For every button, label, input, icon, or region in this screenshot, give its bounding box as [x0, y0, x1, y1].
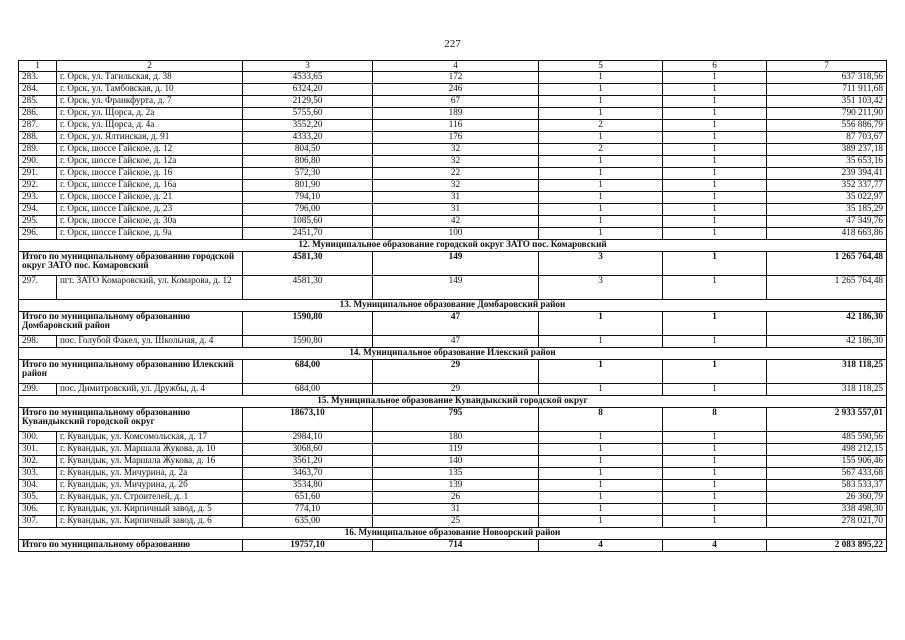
- table-cell: 1: [539, 467, 663, 479]
- table-cell: 4333,20: [243, 131, 373, 143]
- table-cell: 1: [663, 83, 767, 95]
- table-cell: 796,00: [243, 203, 373, 215]
- table-row: [19, 443, 887, 455]
- column-header: 1: [19, 61, 57, 72]
- table-cell: 1: [663, 431, 767, 443]
- table-cell: 278 021,70: [767, 515, 887, 527]
- table-cell: 3463,70: [243, 467, 373, 479]
- table-cell: 298.: [19, 335, 57, 347]
- table-row: [19, 215, 887, 227]
- table-cell: 1: [663, 359, 767, 383]
- table-cell: 29: [373, 383, 539, 395]
- table-cell: г. Кувандык, ул. Кирпичный завод, д. 5: [57, 503, 243, 515]
- table-cell: 1: [663, 191, 767, 203]
- table-cell: 31: [373, 503, 539, 515]
- table-cell: г. Кувандык, ул. Комсомольская, д. 17: [57, 431, 243, 443]
- table-cell: 4581,30: [243, 275, 373, 299]
- table-cell: 804,50: [243, 143, 373, 155]
- table-cell: 291.: [19, 167, 57, 179]
- table-cell: 1 265 764,48: [767, 251, 887, 275]
- table-cell: 176: [373, 131, 539, 143]
- table-cell: 556 886,79: [767, 119, 887, 131]
- table-cell: 287.: [19, 119, 57, 131]
- table-cell: 1: [663, 467, 767, 479]
- table-cell: 32: [373, 179, 539, 191]
- table-cell: 8: [663, 407, 767, 431]
- table-cell: 3: [539, 251, 663, 275]
- table-cell: г. Кувандык, ул. Мичурина, д. 2а: [57, 467, 243, 479]
- table-cell: 3561,20: [243, 455, 373, 467]
- table-cell: 246: [373, 83, 539, 95]
- table-cell: 684,00: [243, 383, 373, 395]
- table-cell: 1: [539, 179, 663, 191]
- table-cell: 389 237,18: [767, 143, 887, 155]
- section-heading: 15. Муниципальное образование Кувандыкский городской округ: [19, 395, 887, 407]
- table-cell: пос. Голубой Факел, ул. Школьная, д. 4: [57, 335, 243, 347]
- table-cell: 1: [539, 443, 663, 455]
- table-cell: 794,10: [243, 191, 373, 203]
- table-cell: 1: [539, 455, 663, 467]
- table-cell: 290.: [19, 155, 57, 167]
- table-cell: 1: [539, 71, 663, 83]
- table-cell: г. Орск, шоссе Гайское, д. 21: [57, 191, 243, 203]
- table-cell: 87 703,67: [767, 131, 887, 143]
- table-cell: 67: [373, 95, 539, 107]
- table-row: [19, 203, 887, 215]
- table-cell: 47: [373, 311, 539, 335]
- table-cell: г. Орск, ул. Тагильская, д. 38: [57, 71, 243, 83]
- table-cell: 1: [663, 71, 767, 83]
- table-cell: г. Кувандык, ул. Маршала Жукова, д. 16: [57, 455, 243, 467]
- table-cell: 1: [663, 383, 767, 395]
- table-cell: 18673,10: [243, 407, 373, 431]
- table-cell: пос. Димитровский, ул. Дружбы, д. 4: [57, 383, 243, 395]
- table-cell: 1: [539, 167, 663, 179]
- table-cell: 2129,50: [243, 95, 373, 107]
- table-cell: 155 906,46: [767, 455, 887, 467]
- table-cell: 1: [539, 431, 663, 443]
- column-header: 5: [539, 61, 663, 72]
- table-cell: 338 498,30: [767, 503, 887, 515]
- section-heading-row: [19, 347, 887, 359]
- table-cell: 2984,10: [243, 431, 373, 443]
- table-row: [19, 383, 887, 395]
- table-cell: 1: [663, 491, 767, 503]
- table-cell: 1: [663, 251, 767, 275]
- column-header: 4: [373, 61, 539, 72]
- table-cell: 637 318,56: [767, 71, 887, 83]
- table-cell: 1: [663, 479, 767, 491]
- table-cell: 1: [663, 311, 767, 335]
- table-cell: 189: [373, 107, 539, 119]
- column-header: 3: [243, 61, 373, 72]
- table-row: [19, 167, 887, 179]
- table-cell: 1: [539, 311, 663, 335]
- table-cell: 1: [539, 203, 663, 215]
- table-cell: 301.: [19, 443, 57, 455]
- table-cell: 1: [663, 215, 767, 227]
- section-heading: 12. Муниципальное образование городской округ ЗАТО пос. Комаровский: [19, 239, 887, 251]
- table-row: [19, 227, 887, 239]
- table-cell: 42 186,30: [767, 335, 887, 347]
- table-cell: 8: [539, 407, 663, 431]
- table-row: [19, 119, 887, 131]
- table-cell: 352 337,77: [767, 179, 887, 191]
- table-cell: 1: [663, 503, 767, 515]
- section-heading-row: [19, 239, 887, 251]
- total-row: [19, 311, 887, 335]
- table-row: [19, 467, 887, 479]
- table-cell: 1: [663, 119, 767, 131]
- table-cell: 31: [373, 191, 539, 203]
- table-cell: г. Орск, ул. Франкфурта, д. 7: [57, 95, 243, 107]
- table-cell: 22: [373, 167, 539, 179]
- table-cell: 1: [663, 107, 767, 119]
- table-cell: 1: [539, 131, 663, 143]
- table-cell: г. Орск, ул. Щорса, д. 4а: [57, 119, 243, 131]
- table-cell: 289.: [19, 143, 57, 155]
- table-cell: 567 433,68: [767, 467, 887, 479]
- section-heading: 16. Муниципальное образование Новоорский район: [19, 527, 887, 539]
- section-heading-row: [19, 527, 887, 539]
- table-cell: 1: [663, 515, 767, 527]
- table-cell: 292.: [19, 179, 57, 191]
- table-cell: 140: [373, 455, 539, 467]
- table-cell: 4533,65: [243, 71, 373, 83]
- table-cell: 116: [373, 119, 539, 131]
- table-cell: 3068,60: [243, 443, 373, 455]
- total-label: Итого по муниципальному образованию Кувандыкский городской округ: [19, 407, 243, 431]
- table-cell: 1: [663, 275, 767, 299]
- table-cell: 305.: [19, 491, 57, 503]
- table-row: [19, 71, 887, 83]
- table-cell: 303.: [19, 467, 57, 479]
- table-cell: 1: [539, 227, 663, 239]
- table-cell: 711 911,68: [767, 83, 887, 95]
- table-cell: г. Кувандык, ул. Маршала Жукова, д. 10: [57, 443, 243, 455]
- data-table: [18, 60, 887, 552]
- table-row: [19, 107, 887, 119]
- table-row: [19, 335, 887, 347]
- total-row: [19, 251, 887, 275]
- table-cell: 19757,10: [243, 539, 373, 551]
- table-cell: 1: [539, 491, 663, 503]
- table-cell: 1: [539, 359, 663, 383]
- table-cell: 4: [539, 539, 663, 551]
- table-cell: 1: [663, 335, 767, 347]
- table-cell: г. Орск, шоссе Гайское, д. 12: [57, 143, 243, 155]
- table-cell: 295.: [19, 215, 57, 227]
- table-cell: 6324,20: [243, 83, 373, 95]
- table-body: [19, 61, 887, 552]
- table-cell: 283.: [19, 71, 57, 83]
- column-header: 6: [663, 61, 767, 72]
- table-cell: г. Кувандык, ул. Мичурина, д. 2б: [57, 479, 243, 491]
- table-cell: 296.: [19, 227, 57, 239]
- table-row: [19, 479, 887, 491]
- table-cell: 304.: [19, 479, 57, 491]
- table-cell: 35 022,97: [767, 191, 887, 203]
- table-cell: 29: [373, 359, 539, 383]
- table-cell: 1: [539, 95, 663, 107]
- table-cell: 47 349,76: [767, 215, 887, 227]
- table-cell: 651,60: [243, 491, 373, 503]
- table-cell: 4581,30: [243, 251, 373, 275]
- table-row: [19, 131, 887, 143]
- table-cell: 1: [539, 107, 663, 119]
- table-cell: 4: [663, 539, 767, 551]
- table-cell: г. Кувандык, ул. Строителей, д. 1: [57, 491, 243, 503]
- table-row: [19, 275, 887, 299]
- section-heading-row: [19, 299, 887, 311]
- table-cell: 485 590,56: [767, 431, 887, 443]
- table-cell: 418 663,86: [767, 227, 887, 239]
- table-cell: 47: [373, 335, 539, 347]
- table-cell: 1: [663, 167, 767, 179]
- table-cell: 1: [539, 83, 663, 95]
- table-cell: 302.: [19, 455, 57, 467]
- table-cell: 135: [373, 467, 539, 479]
- table-cell: 318 118,25: [767, 359, 887, 383]
- column-header: 7: [767, 61, 887, 72]
- table-cell: 806,80: [243, 155, 373, 167]
- table-cell: г. Орск, шоссе Гайское, д. 9а: [57, 227, 243, 239]
- table-cell: 1: [663, 227, 767, 239]
- table-cell: г. Орск, шоссе Гайское, д. 12а: [57, 155, 243, 167]
- table-cell: 149: [373, 251, 539, 275]
- table-cell: г. Орск, шоссе Гайское, д. 16а: [57, 179, 243, 191]
- table-cell: 498 212,15: [767, 443, 887, 455]
- table-cell: 42 186,30: [767, 311, 887, 335]
- total-label: Итого по муниципальному образованию: [19, 539, 243, 551]
- table-cell: 31: [373, 203, 539, 215]
- table-cell: 1: [539, 335, 663, 347]
- table-cell: 293.: [19, 191, 57, 203]
- table-cell: 172: [373, 71, 539, 83]
- table-cell: 3534,80: [243, 479, 373, 491]
- table-cell: 2 083 895,22: [767, 539, 887, 551]
- table-cell: 1085,60: [243, 215, 373, 227]
- table-cell: 1: [663, 455, 767, 467]
- table-cell: г. Орск, ул. Тамбовская, д. 10: [57, 83, 243, 95]
- table-cell: г. Орск, шоссе Гайское, д. 30а: [57, 215, 243, 227]
- table-cell: 26: [373, 491, 539, 503]
- table-cell: 25: [373, 515, 539, 527]
- table-row: [19, 143, 887, 155]
- table-cell: 1: [539, 155, 663, 167]
- table-cell: 35 185,29: [767, 203, 887, 215]
- table-cell: 1: [663, 203, 767, 215]
- table-row: [19, 191, 887, 203]
- table-cell: 42: [373, 215, 539, 227]
- page-number: 227: [444, 38, 461, 50]
- table-cell: 299.: [19, 383, 57, 395]
- table-cell: 774,10: [243, 503, 373, 515]
- header-row: [19, 61, 887, 72]
- table-cell: 684,00: [243, 359, 373, 383]
- table-row: [19, 83, 887, 95]
- table-cell: 351 103,42: [767, 95, 887, 107]
- section-heading-row: [19, 395, 887, 407]
- table-cell: 801,90: [243, 179, 373, 191]
- table-cell: г. Орск, ул. Щорса, д. 2а: [57, 107, 243, 119]
- table-cell: 1590,80: [243, 335, 373, 347]
- section-heading: 13. Муниципальное образование Домбаровский район: [19, 299, 887, 311]
- total-label: Итого по муниципальному образованию городской округ ЗАТО пос. Комаровский: [19, 251, 243, 275]
- table-cell: 1: [663, 179, 767, 191]
- table-cell: 583 533,37: [767, 479, 887, 491]
- table-cell: 3552,20: [243, 119, 373, 131]
- table-row: [19, 491, 887, 503]
- table-cell: 572,30: [243, 167, 373, 179]
- table-cell: 139: [373, 479, 539, 491]
- table-cell: 180: [373, 431, 539, 443]
- table-row: [19, 515, 887, 527]
- table-cell: 288.: [19, 131, 57, 143]
- table-cell: 306.: [19, 503, 57, 515]
- table-cell: 1: [539, 191, 663, 203]
- table-cell: 1: [663, 131, 767, 143]
- table-cell: 1: [539, 503, 663, 515]
- table-cell: г. Кувандык, ул. Кирпичный завод, д. 6: [57, 515, 243, 527]
- table-cell: 1590,80: [243, 311, 373, 335]
- table-cell: 318 118,25: [767, 383, 887, 395]
- section-heading: 14. Муниципальное образование Илекский район: [19, 347, 887, 359]
- table-cell: 307.: [19, 515, 57, 527]
- table-cell: 790 211,90: [767, 107, 887, 119]
- table-cell: пгт. ЗАТО Комаровский, ул. Комарова, д. 12: [57, 275, 243, 299]
- total-row: [19, 359, 887, 383]
- total-label: Итого по муниципальному образованию Домбаровский район: [19, 311, 243, 335]
- table-row: [19, 155, 887, 167]
- table-cell: 300.: [19, 431, 57, 443]
- table-cell: 1: [663, 443, 767, 455]
- column-header: 2: [57, 61, 243, 72]
- total-label: Итого по муниципальному образованию Илекский район: [19, 359, 243, 383]
- table-cell: 1: [663, 155, 767, 167]
- table-row: [19, 431, 887, 443]
- table-row: [19, 503, 887, 515]
- table-row: [19, 455, 887, 467]
- table-cell: 1 265 764,48: [767, 275, 887, 299]
- table-cell: 284.: [19, 83, 57, 95]
- table-cell: 297.: [19, 275, 57, 299]
- table-cell: 1: [539, 515, 663, 527]
- table-cell: 3: [539, 275, 663, 299]
- table-cell: 1: [663, 143, 767, 155]
- table-cell: 286.: [19, 107, 57, 119]
- table-cell: 795: [373, 407, 539, 431]
- table-cell: 635,00: [243, 515, 373, 527]
- table-cell: 32: [373, 155, 539, 167]
- table-cell: 285.: [19, 95, 57, 107]
- table-cell: 100: [373, 227, 539, 239]
- table-cell: 2: [539, 119, 663, 131]
- table-cell: 2: [539, 143, 663, 155]
- total-row: [19, 539, 887, 551]
- table-row: [19, 95, 887, 107]
- table-cell: 149: [373, 275, 539, 299]
- table-cell: 1: [539, 383, 663, 395]
- table-cell: 1: [539, 215, 663, 227]
- table-row: [19, 179, 887, 191]
- table-cell: 5755,60: [243, 107, 373, 119]
- table-cell: 2 933 557,01: [767, 407, 887, 431]
- table-cell: г. Орск, шоссе Гайское, д. 23: [57, 203, 243, 215]
- table-cell: 714: [373, 539, 539, 551]
- table-cell: 1: [539, 479, 663, 491]
- table-cell: 26 360,79: [767, 491, 887, 503]
- table-cell: 119: [373, 443, 539, 455]
- table-cell: г. Орск, шоссе Гайское, д. 16: [57, 167, 243, 179]
- table-cell: 2451,70: [243, 227, 373, 239]
- table-cell: г. Орск, ул. Ялтинская, д. 91: [57, 131, 243, 143]
- table-cell: 1: [663, 95, 767, 107]
- table-cell: 35 653,16: [767, 155, 887, 167]
- total-row: [19, 407, 887, 431]
- table-cell: 294.: [19, 203, 57, 215]
- table-cell: 32: [373, 143, 539, 155]
- table-cell: 239 394,41: [767, 167, 887, 179]
